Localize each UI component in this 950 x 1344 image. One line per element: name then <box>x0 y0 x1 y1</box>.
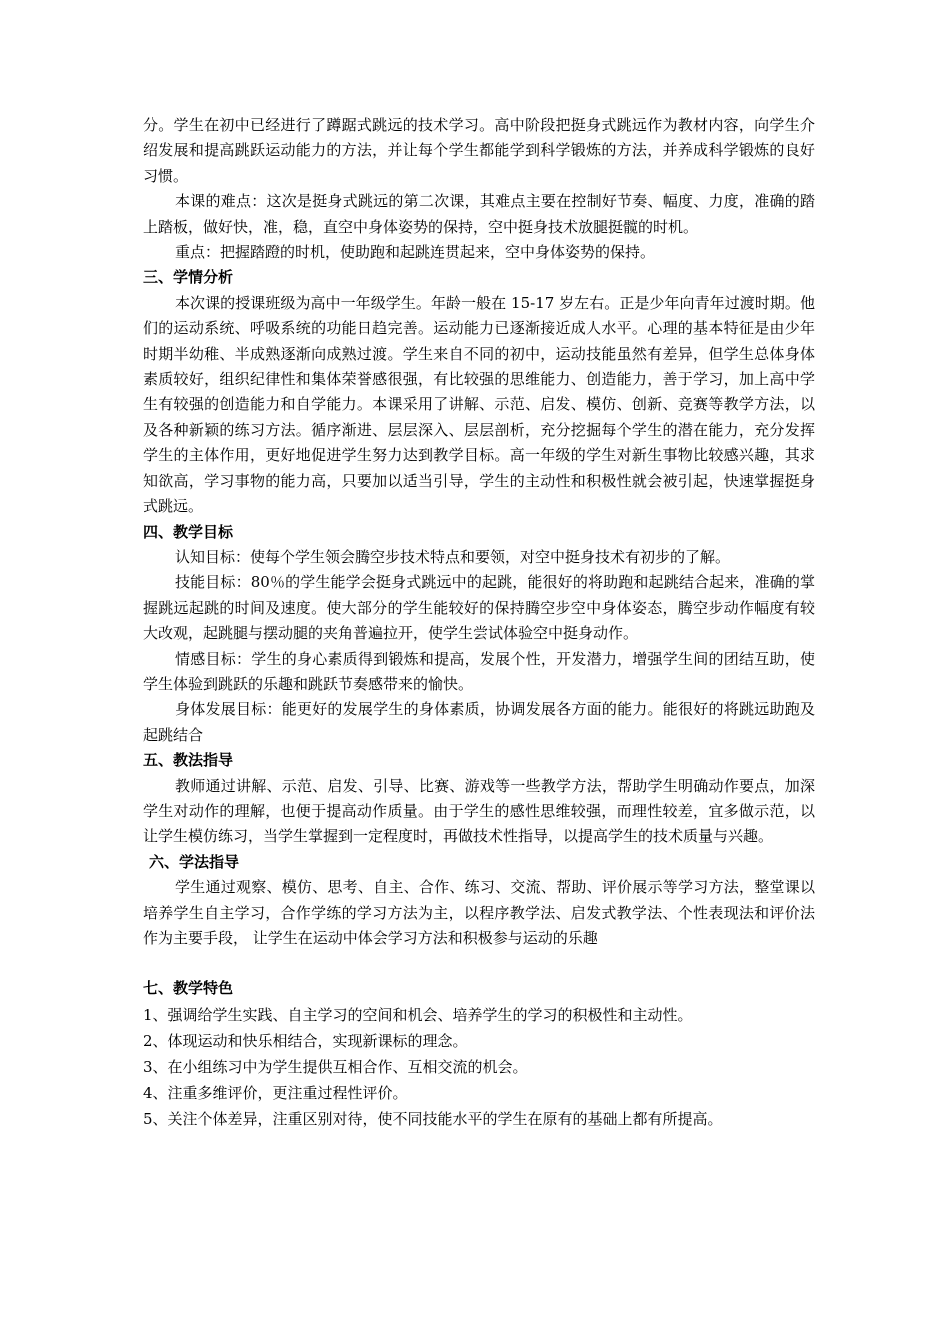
key-point-paragraph: 重点：把握踏蹬的时机，使助跑和起跳连贯起来，空中身体姿势的保持。 <box>175 243 656 262</box>
section-6-title: 六、学法指导 <box>149 852 240 871</box>
emotional-goal: 情感目标：学生的身心素质得到锻炼和提高，发展个性，开发潜力，增强学生间的团结互助，使学生体验到跳跃的乐趣和跳跃节奏感带来的愉快。 <box>143 649 815 693</box>
section-5-body: 教师通过讲解、示范、启发、引导、比赛、游戏等一些教学方法，帮助学生明确动作要点，加深学生对动作的理解，也便于提高动作质量。由于学生的感性思维较强，而理性较差，宜多做示范，以让学生模仿练习，当学生掌握到一定程度时，再做技术性指导，以提高学生的技术质量与兴趣。 <box>143 776 815 846</box>
cognitive-goal: 认知目标：使每个学生领会腾空步技术特点和要领，对空中挺身技术有初步的了解。 <box>175 547 731 566</box>
feature-item-3: 3、在小组练习中为学生提供互相合作、互相交流的机会。 <box>143 1057 528 1076</box>
intro-paragraph: 分。学生在初中已经进行了蹲踞式跳远的技术学习。高中阶段把挺身式跳远作为教材内容，向学生介绍发展和提高跳跃运动能力的方法，并让每个学生都能学到科学锻炼的方法，并养成科学锻炼的良好习惯。 <box>143 116 815 185</box>
section-3-title: 三、学情分析 <box>143 268 234 287</box>
feature-item-1: 1、强调给学生实践、自主学习的空间和机会、培养学生的学习的积极性和主动性。 <box>143 1005 693 1024</box>
feature-item-4: 4、注重多维评价，更注重过程性评价。 <box>143 1083 408 1102</box>
section-7-title: 七、教学特色 <box>143 979 234 998</box>
skill-goal: 技能目标：80％的学生能学会挺身式跳远中的起跳，能很好的将助跑和起跳结合起来，准确的掌握跳远起跳的时间及速度。使大部分的学生能较好的保持腾空步空中身体姿态，腾空步动作幅度有较大改观，起跳腿与摆动腿的夹角普遍拉开，使学生尝试体验空中挺身动作。 <box>143 573 815 643</box>
document-page <box>143 113 815 1132</box>
feature-item-2: 2、体现运动和快乐相结合，实现新课标的理念。 <box>143 1031 468 1050</box>
section-3-body: 本次课的授课班级为高中一年级学生。年龄一般在 15-17 岁左右。正是少年向青年过渡时期。他们的运动系统、呼吸系统的功能日趋完善。运动能力已逐渐接近成人水平。心理的基本特征是由少年时期半幼稚、半成熟逐渐向成熟过渡。学生来自不同的初中，运动技能虽然有差异，但学生总体身体素质较好，组织纪律性和集体荣誉感很强，有比较强的思维能力、创造能力，善于学习，加上高中学生有较强的创造能力和自学能力。本课采用了讲解、示范、启发、模仿、创新、竞赛等教学方法，以及各种新颖的练习方法。循序渐进、层层深入、层层剖析，充分挖掘每个学生的潜在能力，充分发挥学生的主体作用，更好地促进学生努力达到教学目标。高一年级的学生对新生事物比较感兴趣，其求知欲高，学习事物的能力高，只要加以适当引导，学生的主动性和积极性就会被引起，快速掌握挺身式跳远。 <box>143 293 815 516</box>
section-5-title: 五、教法指导 <box>143 751 234 770</box>
feature-item-5: 5、关注个体差异，注重区别对待，使不同技能水平的学生在原有的基础上都有所提高。 <box>143 1109 723 1128</box>
section-4-title: 四、教学目标 <box>143 522 234 541</box>
blank-line <box>143 951 815 976</box>
difficulty-paragraph: 本课的难点：这次是挺身式跳远的第二次课，其难点主要在控制好节奏、幅度、力度，准确的踏上踏板，做好快，准，稳，直空中身体姿势的保持，空中挺身技术放腿挺髋的时机。 <box>143 192 815 236</box>
physical-goal: 身体发展目标：能更好的发展学生的身体素质，协调发展各方面的能力。能很好的将跳远助跑及起跳结合 <box>143 700 815 744</box>
section-6-body: 学生通过观察、模仿、思考、自主、合作、练习、交流、帮助、评价展示等学习方法，整堂课以培养学生自主学习，合作学练的学习方法为主，以程序教学法、启发式教学法、个性表现法和评价法作为主要手段， 让学生在运动中体会学习方法和积极参与运动的乐趣 <box>143 878 815 947</box>
